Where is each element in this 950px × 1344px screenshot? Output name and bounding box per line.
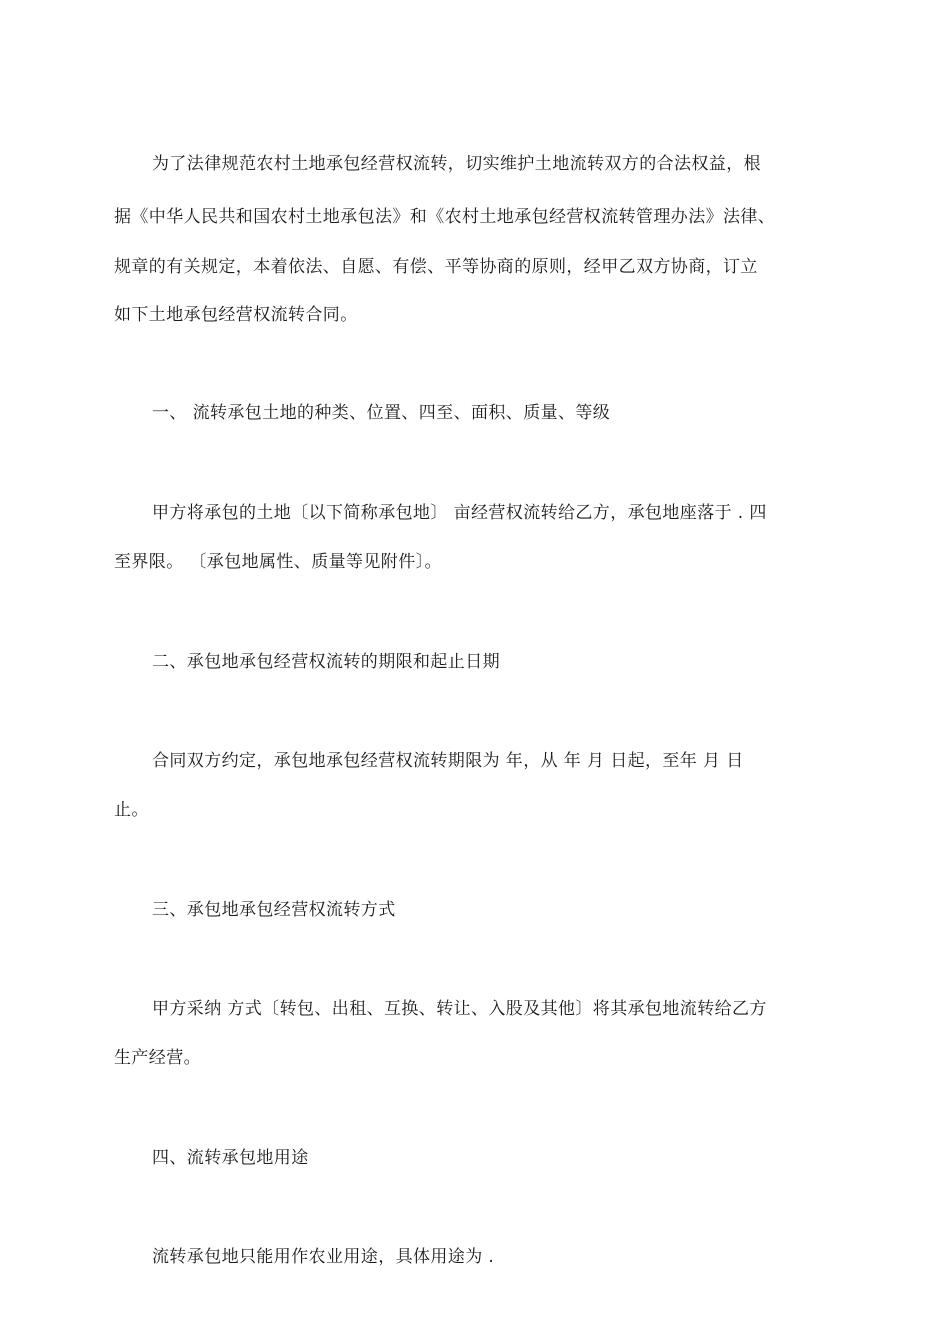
section-1-body-line-2: 至界限。 〔承包地属性、质量等见附件〕。: [114, 552, 442, 572]
intro-line-2: 据《中华人民共和国农村土地承包法》和《农村土地承包经营权流转管理办法》法律、: [114, 207, 776, 227]
section-4-heading: 四、流转承包地用途: [152, 1148, 309, 1168]
intro-line-1: 为了法律规范农村土地承包经营权流转，切实维护土地流转双方的合法权益，根: [152, 154, 761, 174]
section-2-heading: 二、承包地承包经营权流转的期限和起止日期: [152, 652, 500, 672]
section-4-body-line-1: 流转承包地只能用作农业用途，具体用途为 .: [152, 1247, 495, 1267]
section-2-body-line-2: 止。: [114, 800, 149, 820]
section-3-body-line-2: 生产经营。: [114, 1048, 201, 1068]
section-3-body-line-1: 甲方采纳 方式〔转包、出租、互换、转让、入股及其他〕将其承包地流转给乙方: [152, 999, 767, 1019]
intro-line-4: 如下土地承包经营权流转合同。: [114, 305, 358, 325]
section-2-body-line-1: 合同双方约定，承包地承包经营权流转期限为 年，从 年 月 日起，至年 月 日: [152, 751, 744, 771]
intro-line-3: 规章的有关规定，本着依法、自愿、有偿、平等协商的原则，经甲乙双方协商，订立: [114, 257, 758, 277]
section-3-heading: 三、承包地承包经营权流转方式: [152, 900, 396, 920]
section-1-heading: 一、 流转承包土地的种类、位置、四至、面积、质量、等级: [152, 403, 611, 423]
section-1-body-line-1: 甲方将承包的土地〔以下简称承包地〕 亩经营权流转给乙方，承包地座落于 . 四: [152, 503, 767, 523]
